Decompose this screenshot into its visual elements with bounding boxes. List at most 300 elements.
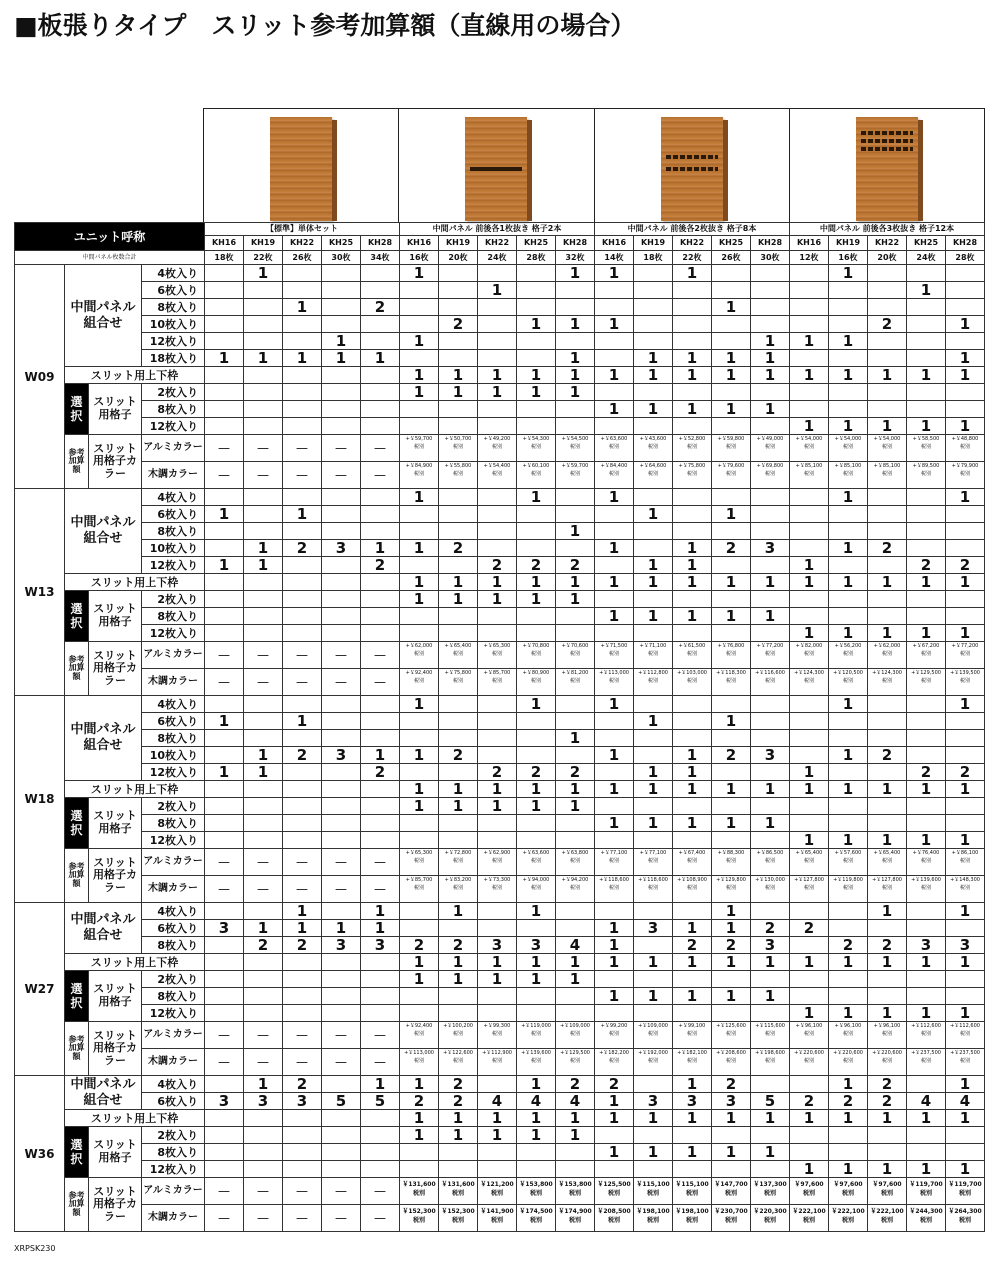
tax-note: 税別 bbox=[881, 1057, 892, 1064]
price-cell bbox=[634, 435, 673, 462]
price-value: +￥86,100 bbox=[951, 850, 979, 856]
frame-qty bbox=[283, 954, 322, 971]
no-price-dash: — bbox=[283, 1022, 322, 1049]
panel-qty: 3 bbox=[946, 937, 985, 954]
price-cell bbox=[790, 1178, 829, 1205]
grille-qty bbox=[673, 832, 712, 849]
panel-qty bbox=[907, 350, 946, 367]
panel-qty bbox=[361, 696, 400, 713]
panel-qty bbox=[907, 920, 946, 937]
grille-qty bbox=[400, 1144, 439, 1161]
grille-qty bbox=[907, 1127, 946, 1144]
frame-qty bbox=[244, 781, 283, 798]
tax-note: 税別 bbox=[724, 1190, 737, 1197]
grille-qty bbox=[205, 798, 244, 815]
grille-qty bbox=[322, 815, 361, 832]
panel-qty bbox=[517, 747, 556, 764]
frame-qty: 1 bbox=[634, 367, 673, 384]
grille-qty bbox=[907, 798, 946, 815]
frame-qty: 1 bbox=[595, 954, 634, 971]
panel-qty: 4 bbox=[517, 1093, 556, 1110]
grille-qty bbox=[673, 384, 712, 401]
grille-qty bbox=[244, 1144, 283, 1161]
kh-header: KH22 bbox=[478, 236, 517, 251]
panel-qty: 1 bbox=[829, 540, 868, 557]
panel-qty bbox=[868, 557, 907, 574]
tax-note: 税別 bbox=[881, 443, 892, 450]
grille-qty bbox=[205, 418, 244, 435]
tax-note: 税別 bbox=[959, 470, 970, 477]
price-cell bbox=[868, 1205, 907, 1232]
tax-note: 税別 bbox=[529, 1190, 542, 1197]
price-cell bbox=[439, 1049, 478, 1076]
frame-qty: 1 bbox=[595, 1110, 634, 1127]
grille-qty bbox=[595, 1005, 634, 1022]
panel-qty: 1 bbox=[205, 350, 244, 367]
price-value: +￥112,600 bbox=[911, 1023, 941, 1029]
panel-qty bbox=[244, 506, 283, 523]
frame-qty: 1 bbox=[439, 781, 478, 798]
grille-qty bbox=[751, 1161, 790, 1178]
price-cell bbox=[790, 1205, 829, 1232]
price-value: +￥237,500 bbox=[911, 1050, 941, 1056]
panel-qty bbox=[829, 764, 868, 781]
panel-qty bbox=[790, 903, 829, 920]
no-price-dash: — bbox=[283, 669, 322, 696]
tax-note: 税別 bbox=[569, 884, 580, 891]
panel-qty bbox=[517, 540, 556, 557]
unit-size: W13 bbox=[15, 489, 65, 696]
grille-qty bbox=[283, 815, 322, 832]
panel-qty: 3 bbox=[634, 1093, 673, 1110]
tax-note: 税別 bbox=[725, 677, 736, 684]
grille-qty bbox=[907, 608, 946, 625]
grille-qty: 1 bbox=[634, 401, 673, 418]
panel-qty: 1 bbox=[751, 350, 790, 367]
tax-note: 税別 bbox=[842, 443, 853, 450]
grille-qty bbox=[751, 625, 790, 642]
kh-header: KH28 bbox=[361, 236, 400, 251]
price-value: +￥124,300 bbox=[872, 670, 902, 676]
grille-qty bbox=[829, 401, 868, 418]
grille-qty bbox=[595, 418, 634, 435]
grille-qty bbox=[361, 971, 400, 988]
panel-qty bbox=[907, 1076, 946, 1093]
grille-row bbox=[15, 1127, 985, 1144]
panel-qty bbox=[478, 540, 517, 557]
price-value: +￥103,000 bbox=[677, 670, 707, 676]
grille-row bbox=[15, 798, 985, 815]
price-value: +￥115,600 bbox=[755, 1023, 785, 1029]
panel-qty: 3 bbox=[478, 937, 517, 954]
price-cell bbox=[673, 849, 712, 876]
tax-note: 税別 bbox=[646, 1190, 659, 1197]
panel-qty bbox=[556, 920, 595, 937]
grille-qty bbox=[244, 815, 283, 832]
price-cell bbox=[439, 849, 478, 876]
price-value: +￥77,200 bbox=[756, 643, 784, 649]
catalog-code: XRPSK230 bbox=[14, 1244, 56, 1253]
grille-qty bbox=[790, 815, 829, 832]
panel-qty bbox=[478, 299, 517, 316]
panel-qty: 2 bbox=[946, 557, 985, 574]
tax-note: 税別 bbox=[803, 650, 814, 657]
grille-qty: 1 bbox=[478, 384, 517, 401]
panel-combo-label: 中間パネル組合せ bbox=[65, 903, 142, 954]
grille-qty bbox=[478, 815, 517, 832]
panel-qty bbox=[517, 920, 556, 937]
price-value: +￥89,500 bbox=[912, 463, 940, 469]
tax-note: 税別 bbox=[647, 1030, 658, 1037]
price-cell bbox=[829, 1205, 868, 1232]
tax-note: 税別 bbox=[920, 884, 931, 891]
price-value: +￥96,100 bbox=[873, 1023, 901, 1029]
price-cell bbox=[634, 1022, 673, 1049]
grille-qty bbox=[517, 625, 556, 642]
grille-qty bbox=[322, 384, 361, 401]
panel-qty: 1 bbox=[595, 540, 634, 557]
tax-note: 税別 bbox=[959, 677, 970, 684]
tax-note: 税別 bbox=[764, 443, 775, 450]
panel-qty: 3 bbox=[712, 1093, 751, 1110]
panel-qty bbox=[361, 730, 400, 747]
frame-qty: 1 bbox=[907, 954, 946, 971]
tax-note: 税別 bbox=[725, 1057, 736, 1064]
grille-qty bbox=[673, 591, 712, 608]
panel-row bbox=[15, 713, 985, 730]
frame-qty: 1 bbox=[829, 1110, 868, 1127]
grille-qty: 1 bbox=[829, 418, 868, 435]
price-value: +￥127,800 bbox=[794, 877, 824, 883]
panel-qty bbox=[439, 350, 478, 367]
price-value: ￥230,700 bbox=[714, 1208, 748, 1215]
panel-qty bbox=[868, 730, 907, 747]
grille-qty: 1 bbox=[595, 815, 634, 832]
frame-qty: 1 bbox=[946, 781, 985, 798]
grille-qty: 1 bbox=[712, 988, 751, 1005]
panel-qty bbox=[634, 265, 673, 282]
slit-price-table bbox=[14, 222, 985, 1232]
price-cell bbox=[751, 1205, 790, 1232]
tax-note: 税別 bbox=[569, 443, 580, 450]
tax-note: 税別 bbox=[803, 677, 814, 684]
panel-qty bbox=[907, 299, 946, 316]
grille-qty bbox=[517, 832, 556, 849]
panel-qty bbox=[517, 350, 556, 367]
frame-qty: 1 bbox=[595, 781, 634, 798]
tax-note: 税別 bbox=[607, 1190, 620, 1197]
price-cell bbox=[790, 1049, 829, 1076]
price-cell bbox=[634, 876, 673, 903]
price-value: +￥92,400 bbox=[405, 670, 433, 676]
panel-qty: 3 bbox=[751, 747, 790, 764]
price-value: ￥131,600 bbox=[441, 1181, 475, 1188]
panel-qty: 1 bbox=[595, 316, 634, 333]
alumi-color-label: アルミカラー bbox=[142, 1022, 205, 1049]
price-value: +￥129,800 bbox=[716, 877, 746, 883]
kh-header: KH16 bbox=[400, 236, 439, 251]
grille-qty bbox=[439, 608, 478, 625]
grille-qty bbox=[283, 1161, 322, 1178]
panel-qty: 2 bbox=[283, 1076, 322, 1093]
grille-qty bbox=[829, 815, 868, 832]
grille-qty bbox=[205, 815, 244, 832]
price-cell bbox=[907, 876, 946, 903]
no-price-dash: — bbox=[361, 1205, 400, 1232]
kh-header: KH28 bbox=[556, 236, 595, 251]
tax-note: 税別 bbox=[686, 1057, 697, 1064]
panel-combo-label: 中間パネル組合せ bbox=[65, 265, 142, 367]
panel-qty: 1 bbox=[673, 747, 712, 764]
panel-qty bbox=[322, 316, 361, 333]
panel-qty: 1 bbox=[517, 903, 556, 920]
grille-qty bbox=[322, 591, 361, 608]
panel-qty bbox=[673, 489, 712, 506]
grille-qty bbox=[712, 1005, 751, 1022]
tax-note: 税別 bbox=[569, 857, 580, 864]
panel-combo-label: 中間パネル組合せ bbox=[65, 696, 142, 781]
grille-qty bbox=[829, 798, 868, 815]
price-value: +￥82,000 bbox=[795, 643, 823, 649]
price-value: +￥84,900 bbox=[405, 463, 433, 469]
panel-combo-label: 中間パネル組合せ bbox=[65, 1076, 142, 1110]
price-cell bbox=[400, 849, 439, 876]
panel-qty: 1 bbox=[322, 920, 361, 937]
price-value: +￥220,600 bbox=[794, 1050, 824, 1056]
panel-qty bbox=[712, 316, 751, 333]
panel-qty bbox=[322, 489, 361, 506]
tax-note: 税別 bbox=[920, 1057, 931, 1064]
grille-qty bbox=[283, 988, 322, 1005]
no-price-dash: — bbox=[205, 462, 244, 489]
price-value: +￥182,100 bbox=[677, 1050, 707, 1056]
panel-qty bbox=[478, 1076, 517, 1093]
grille-qty: 1 bbox=[517, 798, 556, 815]
panel-qty: 1 bbox=[400, 489, 439, 506]
price-value: +￥208,600 bbox=[716, 1050, 746, 1056]
grille-qty bbox=[283, 401, 322, 418]
panel-qty bbox=[790, 489, 829, 506]
panel-qty: 1 bbox=[946, 316, 985, 333]
grille-qty: 1 bbox=[439, 591, 478, 608]
price-value: +￥77,100 bbox=[639, 850, 667, 856]
grille-qty bbox=[205, 384, 244, 401]
grille-qty: 1 bbox=[517, 1127, 556, 1144]
no-price-dash: — bbox=[361, 669, 400, 696]
panel-qty: 1 bbox=[673, 540, 712, 557]
tax-note: 税別 bbox=[647, 884, 658, 891]
panel-qty bbox=[205, 747, 244, 764]
panel-qty bbox=[946, 730, 985, 747]
panel-qty: 2 bbox=[868, 747, 907, 764]
panel-count: 20枚 bbox=[439, 251, 478, 265]
frame-qty: 1 bbox=[907, 574, 946, 591]
grille-qty bbox=[829, 988, 868, 1005]
grille-qty bbox=[361, 625, 400, 642]
price-value: ￥119,700 bbox=[909, 1181, 943, 1188]
price-value: +￥75,800 bbox=[678, 463, 706, 469]
image-standard bbox=[204, 109, 399, 222]
price-value: +￥94,000 bbox=[522, 877, 550, 883]
tax-note: 税別 bbox=[763, 1217, 776, 1224]
tax-note: 税別 bbox=[530, 443, 541, 450]
price-value: ￥174,500 bbox=[519, 1208, 553, 1215]
panel-qty: 1 bbox=[400, 696, 439, 713]
grille-qty bbox=[712, 591, 751, 608]
frame-qty: 1 bbox=[751, 367, 790, 384]
panel-row bbox=[15, 489, 985, 506]
panel-qty: 2 bbox=[790, 1093, 829, 1110]
grille-qty bbox=[205, 971, 244, 988]
panel-qty: 4 bbox=[556, 937, 595, 954]
grille-qty: 1 bbox=[439, 384, 478, 401]
panel-qty bbox=[244, 316, 283, 333]
panel-qty: 1 bbox=[400, 265, 439, 282]
frame-qty: 1 bbox=[595, 367, 634, 384]
panel-qty bbox=[595, 523, 634, 540]
price-value: +￥139,500 bbox=[950, 670, 980, 676]
price-cell bbox=[478, 1205, 517, 1232]
price-value: +￥72,800 bbox=[444, 850, 472, 856]
grille-qty: 1 bbox=[712, 608, 751, 625]
grille-qty bbox=[322, 608, 361, 625]
frame-qty bbox=[283, 1110, 322, 1127]
panel-qty bbox=[595, 730, 634, 747]
grille-qty bbox=[205, 1161, 244, 1178]
tax-note: 税別 bbox=[686, 677, 697, 684]
panel-qty bbox=[361, 265, 400, 282]
price-value: +￥67,200 bbox=[912, 643, 940, 649]
price-cell bbox=[673, 1178, 712, 1205]
grille-qty bbox=[244, 625, 283, 642]
alumi-color-label: アルミカラー bbox=[142, 849, 205, 876]
grille-size-label: 8枚入り bbox=[142, 1144, 205, 1161]
frame-qty bbox=[322, 574, 361, 591]
kh-header: KH19 bbox=[829, 236, 868, 251]
no-price-dash: — bbox=[205, 669, 244, 696]
tax-note: 税別 bbox=[647, 443, 658, 450]
price-value: ￥198,100 bbox=[636, 1208, 670, 1215]
price-cell bbox=[517, 462, 556, 489]
frame-qty bbox=[205, 574, 244, 591]
panel-qty bbox=[205, 903, 244, 920]
panel-row bbox=[15, 316, 985, 333]
price-value: +￥112,600 bbox=[950, 1023, 980, 1029]
frame-qty: 1 bbox=[517, 1110, 556, 1127]
grille-qty bbox=[829, 591, 868, 608]
panel-qty: 3 bbox=[322, 540, 361, 557]
frame-qty: 1 bbox=[517, 367, 556, 384]
price-value: +￥100,200 bbox=[443, 1023, 473, 1029]
price-value: +￥59,800 bbox=[717, 436, 745, 442]
frame-qty: 1 bbox=[829, 367, 868, 384]
panel-qty bbox=[517, 506, 556, 523]
frame-row bbox=[15, 781, 985, 798]
price-value: +￥139,600 bbox=[911, 877, 941, 883]
grille-qty bbox=[205, 1005, 244, 1022]
panel-row bbox=[15, 506, 985, 523]
grille-qty bbox=[283, 418, 322, 435]
panel-qty: 2 bbox=[907, 557, 946, 574]
slit-frame-label: スリット用上下枠 bbox=[65, 1110, 205, 1127]
frame-qty bbox=[322, 367, 361, 384]
panel-qty: 1 bbox=[634, 506, 673, 523]
price-cell bbox=[595, 876, 634, 903]
price-cell bbox=[478, 462, 517, 489]
frame-qty: 1 bbox=[517, 574, 556, 591]
no-price-dash: — bbox=[361, 1049, 400, 1076]
grille-qty bbox=[439, 418, 478, 435]
frame-qty bbox=[361, 954, 400, 971]
select-label: 選択 bbox=[65, 1127, 89, 1178]
price-cell bbox=[517, 642, 556, 669]
price-value: +￥56,200 bbox=[834, 643, 862, 649]
panel-count: 32枚 bbox=[556, 251, 595, 265]
tax-note: 税別 bbox=[725, 857, 736, 864]
panel-qty bbox=[868, 299, 907, 316]
grille-qty bbox=[829, 608, 868, 625]
panel-qty: 1 bbox=[244, 747, 283, 764]
grille-qty bbox=[400, 625, 439, 642]
grille-qty bbox=[400, 1005, 439, 1022]
grille-size-label: 12枚入り bbox=[142, 625, 205, 642]
grille-qty bbox=[634, 418, 673, 435]
price-value: +￥182,200 bbox=[599, 1050, 629, 1056]
panel-qty bbox=[751, 730, 790, 747]
frame-qty: 1 bbox=[673, 574, 712, 591]
grille-qty: 1 bbox=[751, 1144, 790, 1161]
grille-qty: 1 bbox=[946, 832, 985, 849]
kh-header: KH22 bbox=[868, 236, 907, 251]
tax-note: 税別 bbox=[452, 650, 463, 657]
panel-qty: 2 bbox=[439, 316, 478, 333]
price-cell bbox=[556, 1022, 595, 1049]
panel-qty bbox=[322, 557, 361, 574]
panel-qty: 1 bbox=[283, 350, 322, 367]
frame-qty: 1 bbox=[400, 367, 439, 384]
panel-qty bbox=[907, 540, 946, 557]
price-cell bbox=[673, 1022, 712, 1049]
grille-qty: 1 bbox=[400, 971, 439, 988]
tax-note: 税別 bbox=[880, 1217, 893, 1224]
grille-qty bbox=[400, 401, 439, 418]
frame-qty: 1 bbox=[634, 954, 673, 971]
tax-note: 税別 bbox=[803, 1057, 814, 1064]
frame-qty: 1 bbox=[790, 954, 829, 971]
select-label: 選択 bbox=[65, 971, 89, 1022]
grille-qty bbox=[751, 798, 790, 815]
price-value: +￥99,200 bbox=[600, 1023, 628, 1029]
panel-qty: 1 bbox=[244, 920, 283, 937]
panel-qty: 1 bbox=[517, 489, 556, 506]
price-value: +￥63,800 bbox=[561, 850, 589, 856]
price-value: +￥125,600 bbox=[716, 1023, 746, 1029]
panel-qty bbox=[829, 713, 868, 730]
grille-qty: 1 bbox=[829, 1005, 868, 1022]
panel-qty bbox=[868, 696, 907, 713]
no-price-dash: — bbox=[244, 435, 283, 462]
price-value: +￥96,100 bbox=[795, 1023, 823, 1029]
price-cell bbox=[673, 669, 712, 696]
kh-header: KH22 bbox=[283, 236, 322, 251]
grille-qty bbox=[556, 418, 595, 435]
tax-note: 税別 bbox=[608, 1030, 619, 1037]
grille-qty bbox=[283, 384, 322, 401]
ref-add-label: 参考加算額 bbox=[65, 1178, 89, 1232]
panel-qty bbox=[712, 282, 751, 299]
grille-qty bbox=[595, 384, 634, 401]
panel-qty bbox=[439, 489, 478, 506]
